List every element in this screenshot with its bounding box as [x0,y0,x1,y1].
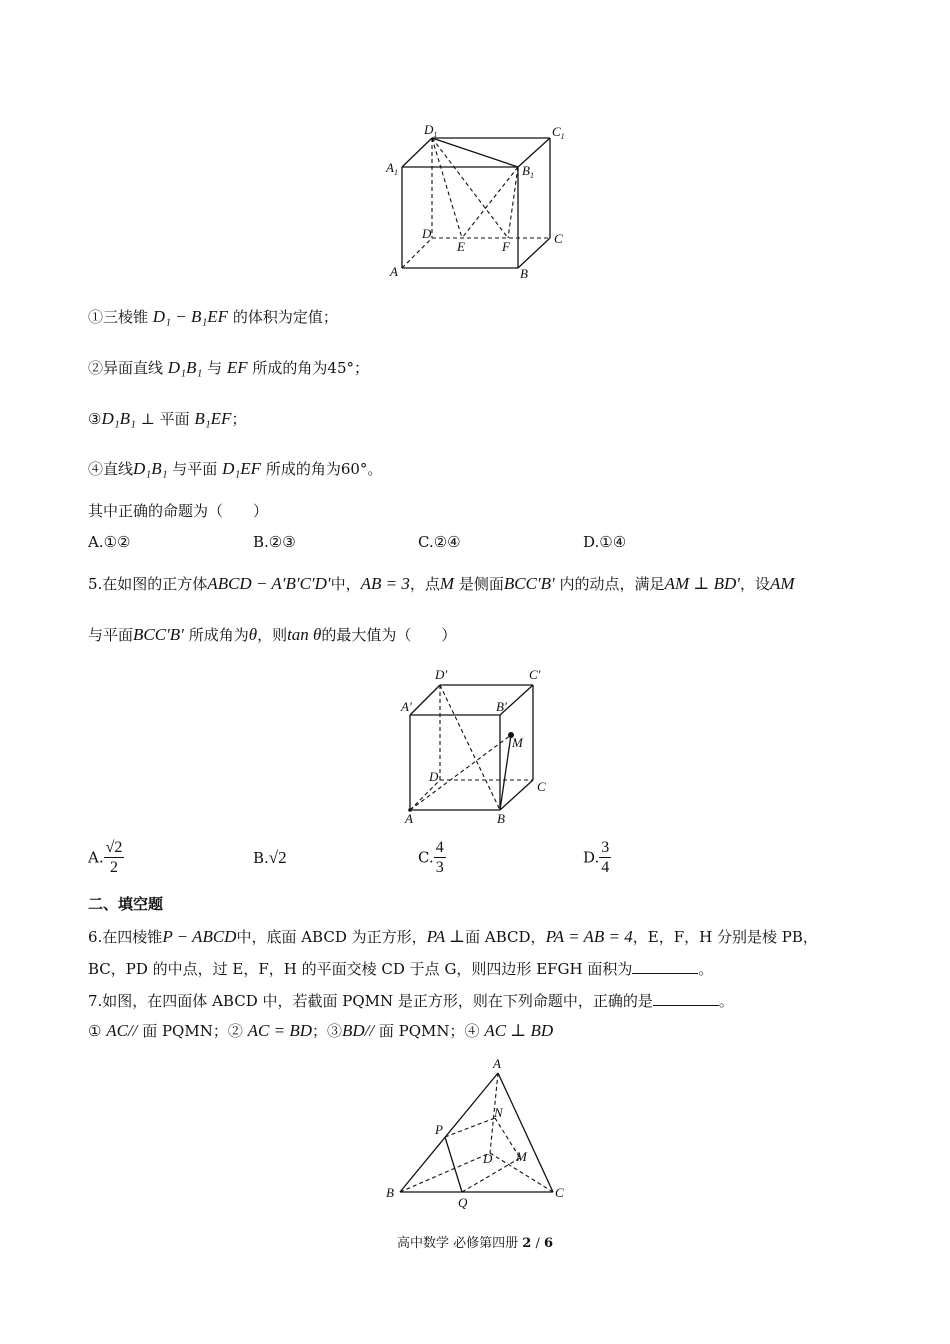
hidden-BD [400,1153,490,1192]
cube-figure-1 [380,120,580,285]
label-Dp: D′ [435,667,448,682]
label-B: B [497,811,505,826]
label-E: E [457,239,465,254]
label-N: N [494,1105,503,1120]
statement-4: ④直线D₁B₁ 与平面 D₁EF 所成的角为60°。 [88,459,383,478]
q5-option-d: D. $\frac{3}{4}$ [583,839,610,876]
q5-option-a: A. $\frac{√2}{2}$ [88,839,123,876]
q4-prompt: 其中正确的命题为（ ） [88,502,269,520]
statement-1: ①三棱锥 D₁ − B₁EF 的体积为定值； [88,307,338,326]
label-Bp: B′ [496,699,507,714]
statement-2: ②异面直线 D₁B₁ 与 EF 所成的角为45°； [88,358,370,377]
label-A: A [390,264,398,279]
label-D: D [422,226,432,241]
cube-figure-2 [395,665,555,830]
label-B: B [386,1185,394,1200]
q5-option-c: C. $\frac{4}{3}$ [418,839,444,876]
label-A: A [405,811,413,826]
hidden-AM [410,735,511,810]
label-D1: $D_1$ [424,122,438,139]
segment-BM [500,735,511,810]
hidden-B1E [462,167,518,238]
label-A: A [493,1056,501,1071]
edge-A1D1 [402,138,432,167]
q7-line-2: ① AC// 面 PQMN；② AC = BD；③BD// 面 PQMN；④ AC ⊥ BD [88,1021,554,1040]
label-D: D [429,769,439,784]
hidden-D1E [432,138,462,238]
q5-line-1: 5.在如图的正方体ABCD − A′B′C′D′中，AB = 3，点M 是侧面BCC′B′ 内的动点，满足AM ⊥ BD′，设AM [88,574,795,593]
label-C: C [554,231,563,246]
segment-PQ [445,1137,462,1192]
statement-3: ③D₁B₁ ⊥ 平面 B₁EF； [88,409,247,428]
q7-answer-blank [653,1004,719,1006]
label-C: C [537,779,546,794]
q4-option-b: B.②③ [253,533,296,551]
q4-option-c: C.②④ [418,533,461,551]
hidden-DpB [440,685,500,810]
label-C1: $C_1$ [552,124,565,141]
section-heading: 二、填空题 [88,895,164,913]
label-B1: $B_1$ [522,163,534,180]
q7-line-1: 7.如图，在四面体 ABCD 中，若截面 PQMN 是正方形，则在下列命题中，正确的是 。 [88,992,734,1010]
q5-line-2: 与平面BCC′B′ 所成角为θ，则tan θ的最大值为（ ） [88,625,457,644]
label-C: C [555,1185,564,1200]
edge-D1B1 [432,138,518,167]
q4-option-a: A.①② [88,533,131,551]
label-Q: Q [458,1195,468,1210]
edge-AC [498,1073,553,1192]
edge-ApDp [410,685,440,715]
label-F: F [502,239,510,254]
edge-BC [518,238,550,268]
hidden-D1F [432,138,508,238]
hidden-AD [410,780,440,810]
label-P: P [435,1122,443,1137]
edge-BC [500,780,533,810]
page-footer: 高中数学 必修第四册 2 / 6 [396,1236,554,1251]
hidden-B1F [508,167,518,238]
label-B: B [520,266,528,281]
q6-line-2: BC，PD 的中点，过 E，F，H 的平面交棱 CD 于点 G，则四边形 EFGH 面积为 。 [88,960,714,978]
edge-AB [400,1073,498,1192]
label-D: D [483,1151,493,1166]
label-Ap: A′ [401,699,412,714]
label-A1: $A_1$ [386,160,398,177]
label-M: M [512,735,523,750]
q6-answer-blank [632,972,698,974]
label-M: M [516,1149,527,1164]
q6-line-1: 6.在四棱锥P − ABCD中，底面 ABCD 为正方形，PA ⊥面 ABCD，PA = AB = 4，E，F，H 分别是棱 PB， [88,927,818,946]
hidden-AD [402,238,432,268]
q4-option-d: D.①④ [583,533,627,551]
label-Cp: C′ [529,667,541,682]
tetrahedron-figure [380,1055,580,1210]
q5-option-b: B.√2 [253,848,287,867]
